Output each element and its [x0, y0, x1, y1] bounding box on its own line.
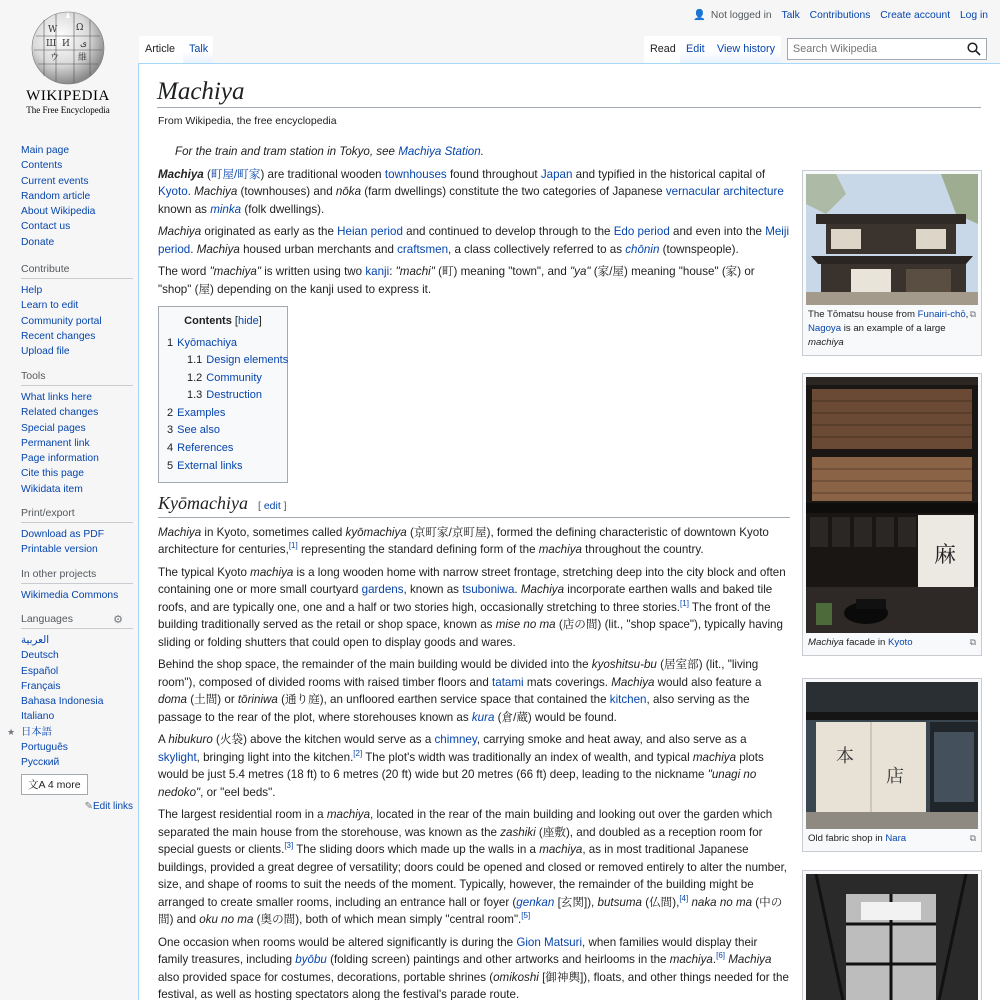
language-link[interactable]: Bahasa Indonesia: [21, 696, 104, 708]
hatnote-text: For the train and tram station in Tokyo, see: [175, 145, 399, 158]
sidebar-link[interactable]: Community portal: [21, 315, 102, 327]
language-item[interactable]: [21, 755, 133, 770]
toc-item[interactable]: [167, 458, 279, 476]
sidebar-item[interactable]: [21, 329, 133, 344]
svg-text:И: И: [62, 39, 70, 49]
languages-heading: Languages: [21, 613, 133, 629]
sidebar-item[interactable]: [21, 527, 133, 542]
toc-number: 1.3: [187, 389, 203, 402]
tab-history-label: View history: [717, 43, 776, 55]
sidebar-item[interactable]: [21, 344, 133, 359]
section-title: Kyōmachiya: [158, 493, 248, 514]
translate-icon: 文A: [28, 778, 45, 791]
citation[interactable]: [5]: [521, 911, 531, 921]
toc-hide-toggle[interactable]: [hide]: [234, 315, 262, 327]
figure-kyoto-facade: [802, 373, 982, 656]
article-body: [158, 143, 790, 1000]
toc-item[interactable]: [167, 405, 279, 423]
link[interactable]: skylight: [158, 750, 197, 764]
sidebar-link[interactable]: Recent changes: [21, 330, 96, 342]
citation[interactable]: [1]: [288, 541, 298, 551]
sidebar-item[interactable]: [21, 482, 133, 497]
toc-link[interactable]: Design elements: [206, 354, 289, 367]
tab-talk[interactable]: [183, 36, 213, 63]
print-list: [21, 527, 133, 558]
paragraph: Machiya in Kyoto, sometimes called kyōmachiya (京町家/京町屋), formed the defining characteristic of downtown Kyoto architecture for centuries,[1] representing the standard defining form of the machiya throughout the country.: [158, 525, 769, 557]
paragraph: One occasion when rooms would be altered significantly is during the Gion Matsuri, when families would display their family treasures, including byōbu (folding screen) paintings and other artworks and heirlooms in the machiya.[6] Machiya also provided space for costumes, decorations, portable shrines (omikoshi [御神輿]), floats, and other things needed for the festival, as well as hosting spectators along the festival's parade route.: [158, 935, 789, 1000]
sidebar-item[interactable]: [21, 314, 133, 329]
sidebar-item[interactable]: [21, 451, 133, 466]
link[interactable]: kura: [471, 710, 495, 724]
contribute-list: [21, 283, 133, 359]
sidebar-item[interactable]: [21, 204, 133, 219]
figure-caption: [806, 305, 978, 352]
paragraph: Machiya (町屋/町家) are traditional wooden townhouses found throughout Japan and typified in the historical capital of Kyoto. Machiya (townhouses) and nōka (farm dwellings) constitute the two categories of Japanese vernacular architecture known as minka (folk dwellings).: [158, 167, 784, 216]
link[interactable]: kitchen: [609, 693, 647, 707]
toc-list: [167, 335, 289, 476]
link[interactable]: kanji: [365, 265, 390, 278]
search-box: [787, 38, 987, 60]
toc-link[interactable]: Kyōmachiya: [177, 336, 238, 349]
sidebar-item[interactable]: [21, 421, 133, 436]
caption-text: is an example of a large: [841, 323, 946, 334]
link[interactable]: Kyoto: [158, 185, 188, 198]
tab-talk-label: Talk: [189, 43, 209, 55]
sidebar-item[interactable]: [21, 466, 133, 481]
paragraph: The largest residential room in a machiya, located in the rear of the main building and looking out over the garden which separated the main house from the storehouse, was known as the zashiki (座敷), and doubled as a reception room for special guests or clients.[3] The sliding doors which made up the walls in a machiya, as in most traditional Japanese buildings, provided a great degree of versatility; doors could be opened and closed or removed entirely to alter the number, size, and shape of rooms to suit the needs of the moment. Typically, however, the remainder of the building might be arranged to create smaller rooms, including an entrance hall or foyer (genkan [玄関]), butsuma (仏間),[4] naka no ma (中の間) and oku no ma (奥の間), both of which mean simply "central room".[5]: [158, 808, 788, 927]
link[interactable]: 町屋/町家: [210, 167, 261, 181]
sidebar: [0, 0, 138, 1000]
gear-icon[interactable]: ⚙: [113, 614, 123, 626]
toc-item[interactable]: [167, 440, 279, 458]
sidebar-item[interactable]: [21, 219, 133, 234]
talk-link[interactable]: Talk: [781, 10, 800, 21]
search-input[interactable]: [788, 39, 958, 59]
toc-item[interactable]: [167, 335, 279, 353]
paragraph: Behind the shop space, the remainder of the main building would be divided into the kyoshitsu-bu (居室部) (lit., "living room"), composed of divided rooms with raised timber floors and tatami mats coverings. Machiya would also feature a doma (土間) or tōriniwa (通り庭), an unfloored earthen service space that contained the kitchen, also serving as the passage to the rear of the plot, where storehouses known as kura (倉/蔵) would be found.: [158, 658, 762, 724]
sidebar-link[interactable]: Permanent link: [21, 437, 90, 449]
magnify-icon[interactable]: ⧉: [969, 833, 976, 843]
tab-article[interactable]: [139, 36, 183, 63]
figure-caption: [806, 633, 978, 652]
toc-hide-link[interactable]: hide: [237, 315, 259, 327]
contribute-heading: Contribute: [21, 263, 133, 279]
tab-article-label: Article: [145, 43, 175, 55]
projects-heading: In other projects: [21, 568, 133, 584]
interior-image[interactable]: [806, 874, 978, 1000]
language-link[interactable]: Deutsch: [21, 650, 59, 662]
tab-edit[interactable]: [680, 36, 711, 63]
sidebar-item[interactable]: [21, 235, 133, 250]
sidebar-link[interactable]: Donate: [21, 236, 55, 248]
paragraph: Machiya originated as early as the Heian period and continued to develop through to the Edo period and even into the Meiji period. Machiya housed urban merchants and craftsmen, a class collectively referred to as chōnin (townspeople).: [158, 225, 790, 256]
personal-tools: [686, 8, 988, 21]
caption-link[interactable]: Nagoya: [808, 323, 842, 334]
caption-link[interactable]: Funairi-chō: [917, 309, 966, 320]
language-item[interactable]: [7, 725, 133, 740]
toc-link[interactable]: External links: [177, 459, 243, 472]
nav-contribute: [21, 263, 133, 359]
toc-item[interactable]: [167, 387, 279, 405]
link[interactable]: Meiji period: [158, 225, 790, 256]
figure-caption: [806, 829, 978, 848]
toc-number: 4: [167, 442, 174, 455]
print-heading: Print/export: [21, 507, 133, 523]
section-edit[interactable]: [ edit ]: [257, 500, 287, 513]
toc-item[interactable]: [167, 422, 279, 440]
tools-list: [21, 390, 133, 497]
sidebar-item[interactable]: [21, 588, 133, 603]
citation[interactable]: [6]: [716, 951, 726, 961]
tools-heading: Tools: [21, 370, 133, 386]
caption-text: The Tōmatsu house from: [808, 309, 918, 320]
section-edit-link[interactable]: edit: [263, 500, 281, 513]
language-item[interactable]: [21, 679, 133, 694]
toc-link[interactable]: See also: [177, 424, 220, 437]
nav-languages: [7, 613, 133, 812]
sidebar-item[interactable]: [21, 298, 133, 313]
svg-text:Ш: Ш: [46, 39, 57, 49]
toc-number: 2: [167, 406, 174, 419]
citation[interactable]: [3]: [284, 841, 294, 851]
create-account-link[interactable]: Create account: [880, 10, 951, 21]
login-link[interactable]: Log in: [959, 10, 988, 21]
language-item[interactable]: [21, 633, 133, 648]
link[interactable]: gardens: [361, 583, 404, 597]
language-item[interactable]: [21, 709, 133, 724]
nav-projects: [21, 568, 133, 603]
page-title: Machiya: [157, 78, 981, 108]
content-area: [138, 63, 1000, 1000]
language-link[interactable]: Italiano: [21, 711, 55, 723]
nara-shop-image[interactable]: [806, 682, 978, 829]
language-link[interactable]: Español: [21, 665, 59, 677]
sidebar-link[interactable]: Related changes: [21, 407, 99, 419]
tab-read[interactable]: [644, 36, 680, 63]
sidebar-link[interactable]: Contents: [21, 160, 63, 172]
tab-edit-label: Edit: [686, 43, 705, 55]
svg-text:店: 店: [886, 766, 904, 787]
tagline: The Free Encyclopedia: [26, 105, 110, 115]
svg-text:Ω: Ω: [76, 23, 84, 33]
figure-interior: [802, 870, 982, 1000]
link[interactable]: chōnin: [625, 242, 660, 256]
tab-view-history[interactable]: [711, 36, 781, 63]
nav-print: [21, 507, 133, 558]
language-link[interactable]: العربية: [21, 635, 50, 646]
language-link[interactable]: Português: [21, 742, 68, 754]
wikipedia-logo[interactable]: [18, 10, 118, 122]
pencil-icon: ✎: [84, 800, 93, 812]
caption-text: facade in: [843, 637, 889, 648]
caption-link[interactable]: Nara: [885, 833, 907, 844]
sidebar-link[interactable]: Current events: [21, 175, 89, 187]
sidebar-item[interactable]: [21, 283, 133, 298]
main-nav-list: [21, 143, 133, 250]
hatnote-end: .: [480, 145, 484, 158]
languages-list: [7, 633, 133, 771]
sidebar-link[interactable]: Printable version: [21, 544, 98, 556]
more-languages-button[interactable]: [21, 774, 88, 795]
citation[interactable]: [2]: [353, 748, 363, 758]
language-item[interactable]: [21, 648, 133, 663]
svg-text:ウ: ウ: [50, 53, 60, 63]
caption-link[interactable]: Kyoto: [888, 637, 913, 648]
search-icon[interactable]: [967, 42, 981, 56]
kyoto-facade-image[interactable]: [806, 377, 978, 633]
language-item[interactable]: [21, 740, 133, 755]
toc-number: 3: [167, 424, 174, 437]
featured-star-icon: ★: [7, 726, 16, 737]
sidebar-item[interactable]: [21, 405, 133, 420]
language-link[interactable]: Français: [21, 680, 61, 692]
user-icon: 👤: [693, 10, 707, 21]
link[interactable]: craftsmen: [397, 242, 449, 256]
hatnote: [158, 143, 790, 161]
caption-italic: machiya: [808, 337, 844, 348]
paragraph: A hibukuro (火袋) above the kitchen would serve as a chimney, carrying smoke and heat away, and also serve as a skylight, bringing light into the kitchen.[2] The plot's width was traditionally an index of wealth, and typical machiya plots would be just 5.4 metres (18 ft) to 6 metres (20 ft) wide but 20 metres (66 ft) deep, leading to the nickname "unagi no nedoko", or "eel beds".: [158, 733, 764, 799]
edit-links-label[interactable]: Edit links: [92, 800, 133, 812]
sidebar-link[interactable]: Wikidata item: [21, 483, 83, 495]
edit-links[interactable]: [21, 801, 133, 812]
svg-text:ی: ی: [80, 39, 88, 49]
toc-link[interactable]: Destruction: [206, 389, 262, 402]
toc-item[interactable]: [167, 370, 279, 388]
sidebar-link[interactable]: Page information: [21, 453, 99, 465]
svg-text:麻: 麻: [934, 543, 957, 568]
svg-text:維: 維: [78, 53, 88, 63]
sidebar-link[interactable]: Download as PDF: [21, 529, 104, 540]
language-item[interactable]: [21, 694, 133, 709]
toc-heading: Contents: [184, 315, 232, 327]
link[interactable]: Heian period: [337, 225, 403, 238]
citation[interactable]: [4]: [679, 893, 689, 903]
sidebar-item[interactable]: [21, 174, 133, 189]
link[interactable]: byōbu: [295, 953, 327, 967]
toc-number: 1.1: [187, 354, 203, 367]
sidebar-link[interactable]: Upload file: [21, 346, 70, 358]
sidebar-link[interactable]: Help: [21, 285, 43, 296]
toc-link[interactable]: Community: [206, 371, 262, 384]
caption-text: Old fabric shop in: [808, 833, 886, 844]
sidebar-item[interactable]: [21, 390, 133, 405]
sidebar-link[interactable]: About Wikipedia: [21, 206, 96, 218]
link[interactable]: Japan: [540, 167, 573, 181]
toc-number: 1: [167, 336, 174, 349]
magnify-icon[interactable]: ⧉: [969, 309, 976, 319]
sidebar-link[interactable]: Random article: [21, 190, 91, 202]
toc-title: [167, 313, 279, 331]
figure-tomatsu-house: [802, 170, 982, 356]
language-link[interactable]: 日本語: [21, 726, 52, 738]
link[interactable]: minka: [210, 202, 242, 216]
sidebar-item[interactable]: [21, 436, 133, 451]
svg-text:W: W: [48, 25, 58, 35]
language-link[interactable]: Русский: [21, 757, 60, 769]
sidebar-link[interactable]: Cite this page: [21, 468, 84, 480]
caption-italic: Machiya: [808, 637, 844, 648]
nav-tools: [21, 370, 133, 497]
wordmark: WIKIPEDIA: [26, 88, 110, 104]
table-of-contents: [158, 306, 288, 483]
tomatsu-house-image[interactable]: [806, 174, 978, 305]
caption-text: ,: [965, 309, 969, 320]
toc-link[interactable]: Examples: [177, 406, 226, 419]
toc-item[interactable]: [167, 352, 289, 370]
paragraph: The word "machiya" is written using two kanji: "machi" (町) meaning "town", and "ya" (家/屋) meaning "house" (家) or "shop" (屋) depending on the kanji used to express it.: [158, 265, 755, 296]
nav-main: [21, 143, 133, 250]
link[interactable]: Edo period: [613, 225, 670, 238]
link[interactable]: vernacular architecture: [665, 185, 784, 198]
contributions-link[interactable]: Contributions: [809, 10, 871, 21]
toc-number: 5: [167, 459, 174, 472]
projects-list: [21, 588, 133, 603]
section-heading: [158, 495, 790, 518]
tab-read-label: Read: [650, 43, 676, 55]
citation[interactable]: [1]: [680, 598, 689, 608]
sidebar-item[interactable]: [21, 143, 133, 158]
not-logged-in: Not logged in: [710, 10, 772, 21]
hatnote-link[interactable]: Machiya Station: [398, 145, 481, 158]
link[interactable]: Gion Matsuri: [516, 935, 583, 949]
sidebar-link[interactable]: Special pages: [21, 422, 86, 434]
toc-number: 1.2: [187, 371, 203, 384]
language-item[interactable]: [21, 664, 133, 679]
paragraph: The typical Kyoto machiya is a long wooden home with narrow street frontage, stretching deep into the city block and often containing one or more small courtyard gardens, known as tsuboniwa. Machiya incorporate earthen walls and baked tile roofs, and are typically one, one and a half or two stories high, occasionally stretching to three stories.[1] The front of the building traditionally served as the retail or shop space, known as mise no ma (店の間) (lit., "shop space"), typically having sliding or folding shutters that could open to display goods and wares.: [158, 565, 786, 649]
sidebar-link[interactable]: What links here: [21, 392, 92, 403]
sidebar-item[interactable]: [21, 189, 133, 204]
more-languages-label: 4 more: [47, 778, 81, 791]
sidebar-link[interactable]: Learn to edit: [21, 300, 79, 312]
wikipedia-globe-icon: [26, 10, 110, 86]
magnify-icon[interactable]: ⧉: [969, 637, 976, 647]
link[interactable]: townhouses: [384, 167, 447, 181]
sidebar-link[interactable]: Main page: [21, 145, 70, 156]
toc-link[interactable]: References: [177, 442, 234, 455]
link[interactable]: tsuboniwa: [462, 583, 515, 597]
svg-text:本: 本: [836, 746, 854, 767]
link[interactable]: tatami: [492, 675, 524, 689]
sidebar-item[interactable]: [21, 542, 133, 557]
link[interactable]: chimney: [434, 733, 477, 747]
sidebar-link[interactable]: Wikimedia Commons: [21, 590, 119, 601]
sidebar-item[interactable]: [21, 158, 133, 173]
link[interactable]: genkan: [516, 895, 555, 909]
figure-nara-shop: [802, 678, 982, 852]
sidebar-link[interactable]: Contact us: [21, 221, 71, 233]
site-sub: From Wikipedia, the free encyclopedia: [158, 115, 337, 127]
